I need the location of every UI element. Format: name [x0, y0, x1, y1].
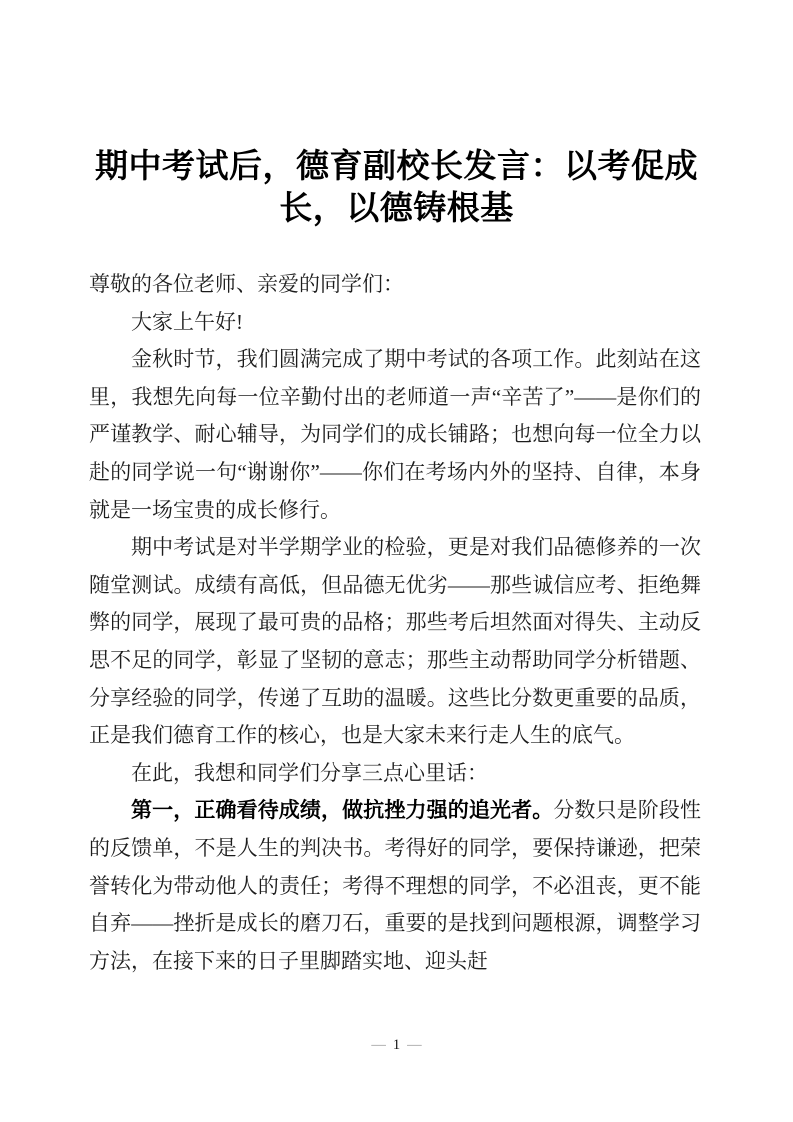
paragraph — [89, 792, 701, 980]
text-segment: 尊敬的各位老师、亲爱的同学们： — [89, 272, 404, 296]
document-body — [89, 266, 701, 980]
paragraph — [89, 529, 701, 755]
paragraph — [89, 266, 701, 304]
footer-right-dash: — — [407, 1037, 422, 1053]
text-segment: 期中考试是对半学期学业的检验，更是对我们品德修养的一次随堂测试。成绩有高低，但品德无优劣——那些诚信应考、拒绝舞弊的同学，展现了最可贵的品格；那些考后坦然面对得失、主动反思不足的同学，彰显了坚韧的意志；那些主动帮助同学分析错题、分享经验的同学，传递了互助的温暖。这些比分数更重要的品质，正是我们德育工作的核心，也是大家未来行走人生的底气。 — [89, 535, 701, 748]
document-title: 期中考试后，德育副校长发言：以考促成长，以德铸根基 — [95, 149, 698, 227]
page-footer — [0, 1035, 793, 1055]
bold-text-segment: 第一，正确看待成绩，做抗挫力强的追光者。 — [131, 798, 554, 823]
text-segment: 分数只是阶段性的反馈单，不是人生的判决书。考得好的同学，要保持谦逊，把荣誉转化为带动他人的责任；考得不理想的同学，不必沮丧，更不能自弃——挫折是成长的磨刀石，重要的是找到问题根源，调整学习方法，在接下来的日子里脚踏实地、迎头赶 — [89, 798, 702, 973]
paragraph — [89, 304, 701, 342]
paragraph — [89, 755, 701, 793]
text-segment: 大家上午好! — [131, 309, 243, 334]
paragraph — [89, 341, 701, 529]
text-segment: 金秋时节，我们圆满完成了期中考试的各项工作。此刻站在这里，我想先向每一位辛勤付出的老师道一声“辛苦了”——是你们的严谨教学、耐心辅导，为同学们的成长铺路；也想向每一位全力以赴的同学说一句“谢谢你”——你们在考场内外的坚持、自律，本身就是一场宝贵的成长修行。 — [89, 347, 701, 522]
footer-left-dash: — — [371, 1037, 386, 1053]
text-segment: 在此，我想和同学们分享三点心里话： — [131, 760, 488, 785]
page-number: 1 — [392, 1037, 401, 1053]
